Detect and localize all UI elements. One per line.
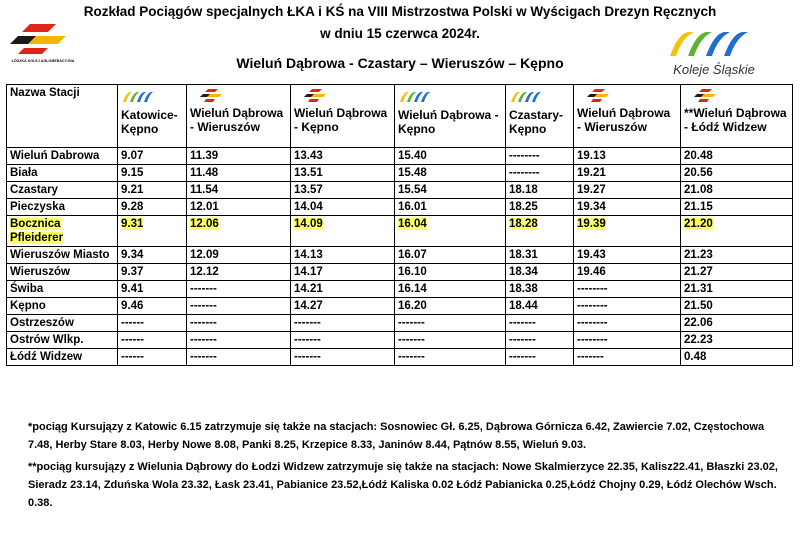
departure-time: ------- — [506, 332, 574, 349]
departure-time: 19.46 — [574, 264, 681, 281]
departure-time-highlight: 21.20 — [684, 218, 713, 230]
departure-time: 18.44 — [506, 298, 574, 315]
footnote-lodz: **pociąg kursujązy z Wielunia Dąbrowy do Łodzi Widzew zatrzymuje się także na stacjach: Nowe Skalmierzyce 22.35, Kalisz22.41, Błaszki 23.02, Sieradz 23.14, Zduńska Wola 23.32, Łask 23.41, Pabianice 23.52,Łódź Kaliska 0.02 Łódź Pabianicka 0.25,Łódź Chojny 0.29, Łódź Olechów Wsch. 0.38. — [28, 461, 778, 509]
station-name: Łódź Widzew — [7, 349, 118, 366]
koleje-slaskie-logo — [664, 28, 764, 76]
station-name: Świba — [7, 281, 118, 298]
departure-time: 15.48 — [395, 165, 506, 182]
departure-time: ------- — [574, 349, 681, 366]
lka-logo-icon — [577, 88, 677, 104]
departure-time: 19.21 — [574, 165, 681, 182]
document-date: w dniu 15 czerwca 2024r. — [320, 26, 480, 41]
departure-time: 11.39 — [187, 148, 291, 165]
train-column-label: Katowice-Kępno — [121, 108, 178, 136]
koleje-slaskie-logo-icon — [121, 88, 183, 106]
lka-logo-icon — [684, 88, 789, 104]
route-title: Wieluń Dąbrowa - Czastary – Wieruszów – Kępno — [236, 55, 564, 71]
train-column-label: Wieluń Dąbrowa - Kępno — [398, 108, 499, 136]
departure-time: -------- — [574, 315, 681, 332]
departure-time: ------- — [291, 332, 395, 349]
departure-time: 18.25 — [506, 199, 574, 216]
koleje-slaskie-logo-icon — [398, 88, 502, 106]
station-name-highlight: Bocznica Pfleiderer — [10, 218, 64, 244]
train-column-header — [574, 85, 681, 148]
departure-time: 12.12 — [187, 264, 291, 281]
departure-time: ------- — [187, 281, 291, 298]
departure-time: 13.43 — [291, 148, 395, 165]
train-column-header — [681, 85, 793, 148]
departure-time-highlight: 14.09 — [294, 218, 323, 230]
station-name — [7, 216, 118, 247]
departure-time: 19.43 — [574, 247, 681, 264]
train-column-header — [291, 85, 395, 148]
departure-time: 21.15 — [681, 199, 793, 216]
departure-time — [681, 216, 793, 247]
departure-time: 9.41 — [118, 281, 187, 298]
train-column-label: Wieluń Dąbrowa - Kępno — [294, 106, 388, 134]
departure-time: ------- — [187, 298, 291, 315]
departure-time: 9.07 — [118, 148, 187, 165]
station-name: Wieluń Dabrowa — [7, 148, 118, 165]
train-column-header — [118, 85, 187, 148]
departure-time: -------- — [506, 165, 574, 182]
station-name: Wieruszów — [7, 264, 118, 281]
departure-time: ------ — [118, 315, 187, 332]
departure-time: 9.21 — [118, 182, 187, 199]
departure-time: ------ — [118, 349, 187, 366]
station-column-header: Nazwa Stacji — [7, 85, 118, 148]
table-row — [7, 182, 793, 199]
departure-time: 9.15 — [118, 165, 187, 182]
departure-time: 9.28 — [118, 199, 187, 216]
departure-time — [506, 216, 574, 247]
train-column-header — [506, 85, 574, 148]
table-row — [7, 264, 793, 281]
departure-time: 14.21 — [291, 281, 395, 298]
lka-logo-caption: ŁÓDZKA KOLEJ AGLOMERACYJNA — [11, 59, 75, 63]
departure-time: ------- — [395, 349, 506, 366]
station-name: Kępno — [7, 298, 118, 315]
departure-time: 16.01 — [395, 199, 506, 216]
station-name: Czastary — [7, 182, 118, 199]
departure-time: -------- — [574, 332, 681, 349]
departure-time: ------- — [187, 349, 291, 366]
departure-time: 19.13 — [574, 148, 681, 165]
koleje-slaskie-caption: Koleje Śląskie — [673, 62, 755, 77]
departure-time: 0.48 — [681, 349, 793, 366]
train-column-label: Wieluń Dąbrowa - Wieruszów — [190, 106, 284, 134]
departure-time: ------- — [187, 332, 291, 349]
departure-time: ------- — [291, 315, 395, 332]
departure-time: 16.14 — [395, 281, 506, 298]
station-name: Biała — [7, 165, 118, 182]
station-name: Ostrów Wlkp. — [7, 332, 118, 349]
table-row — [7, 315, 793, 332]
departure-time: 18.34 — [506, 264, 574, 281]
departure-time: 21.08 — [681, 182, 793, 199]
table-row — [7, 148, 793, 165]
departure-time: 15.40 — [395, 148, 506, 165]
departure-time: 9.46 — [118, 298, 187, 315]
departure-time: ------- — [395, 315, 506, 332]
departure-time: 11.54 — [187, 182, 291, 199]
departure-time: 22.23 — [681, 332, 793, 349]
departure-time: ------- — [291, 349, 395, 366]
departure-time: 14.17 — [291, 264, 395, 281]
train-column-header — [187, 85, 291, 148]
departure-time: 19.34 — [574, 199, 681, 216]
departure-time: 13.51 — [291, 165, 395, 182]
departure-time: 21.23 — [681, 247, 793, 264]
departure-time — [291, 216, 395, 247]
departure-time-highlight: 18.28 — [509, 218, 538, 230]
departure-time: 14.27 — [291, 298, 395, 315]
departure-time: ------- — [506, 349, 574, 366]
departure-time: 21.27 — [681, 264, 793, 281]
departure-time: 14.04 — [291, 199, 395, 216]
departure-time: 20.48 — [681, 148, 793, 165]
timetable — [6, 84, 793, 366]
departure-time: 18.38 — [506, 281, 574, 298]
station-name: Ostrzeszów — [7, 315, 118, 332]
departure-time-highlight: 16.04 — [398, 218, 427, 230]
table-row — [7, 332, 793, 349]
departure-time — [395, 216, 506, 247]
departure-time — [574, 216, 681, 247]
train-column-header — [395, 85, 506, 148]
table-row — [7, 216, 793, 247]
departure-time: 16.20 — [395, 298, 506, 315]
departure-time: 9.34 — [118, 247, 187, 264]
departure-time: 16.07 — [395, 247, 506, 264]
departure-time — [118, 216, 187, 247]
footnote-katowice: *pociąg Kursujązy z Katowic 6.15 zatrzymuje się także na stacjach: Sosnowiec Gł. 6.25, Dąbrowa Górnicza 6.42, Zawiercie 7.02, Częstochowa 7.48, Herby Stare 8.03, Herby Nowe 8.08, Panki 8.25, Krzepice 8.33, Janinów 8.44, Pątnów 8.55, Wieluń 9.03. — [28, 421, 765, 451]
departure-time: 11.48 — [187, 165, 291, 182]
table-row — [7, 247, 793, 264]
koleje-slaskie-logo-icon — [509, 88, 570, 106]
departure-time: 12.01 — [187, 199, 291, 216]
departure-time: 21.50 — [681, 298, 793, 315]
table-row — [7, 165, 793, 182]
header-row — [7, 85, 793, 148]
table-row — [7, 281, 793, 298]
departure-time: -------- — [574, 298, 681, 315]
departure-time: 19.27 — [574, 182, 681, 199]
departure-time-highlight: 12.06 — [190, 218, 219, 230]
table-row — [7, 298, 793, 315]
departure-time: ------- — [395, 332, 506, 349]
departure-time: 20.56 — [681, 165, 793, 182]
departure-time: 13.57 — [291, 182, 395, 199]
departure-time: 15.54 — [395, 182, 506, 199]
lka-logo — [8, 20, 78, 66]
departure-time: ------ — [118, 332, 187, 349]
departure-time: 18.31 — [506, 247, 574, 264]
departure-time: 16.10 — [395, 264, 506, 281]
departure-time-highlight: 9.31 — [121, 218, 144, 230]
departure-time: ------- — [187, 315, 291, 332]
departure-time: 14.13 — [291, 247, 395, 264]
train-column-label: **Wieluń Dąbrowa - Łódź Widzew — [684, 106, 787, 134]
lka-logo-icon — [294, 88, 391, 104]
train-column-label: Wieluń Dąbrowa - Wieruszów — [577, 106, 671, 134]
table-row — [7, 349, 793, 366]
table-row — [7, 199, 793, 216]
departure-time: 18.18 — [506, 182, 574, 199]
station-name: Pieczyska — [7, 199, 118, 216]
departure-time: 12.09 — [187, 247, 291, 264]
station-name: Wieruszów Miasto — [7, 247, 118, 264]
departure-time: 21.31 — [681, 281, 793, 298]
departure-time: 22.06 — [681, 315, 793, 332]
document-title: Rozkład Pociągów specjalnych ŁKA i KŚ na VIII Mistrzostwa Polski w Wyścigach Drezyn Ręcznych — [83, 4, 717, 19]
departure-time-highlight: 19.39 — [577, 218, 606, 230]
departure-time: 9.37 — [118, 264, 187, 281]
departure-time: -------- — [506, 148, 574, 165]
lka-logo-icon — [190, 88, 287, 104]
departure-time: -------- — [574, 281, 681, 298]
departure-time — [187, 216, 291, 247]
departure-time: ------- — [506, 315, 574, 332]
train-column-label: Czastary-Kępno — [509, 108, 564, 136]
